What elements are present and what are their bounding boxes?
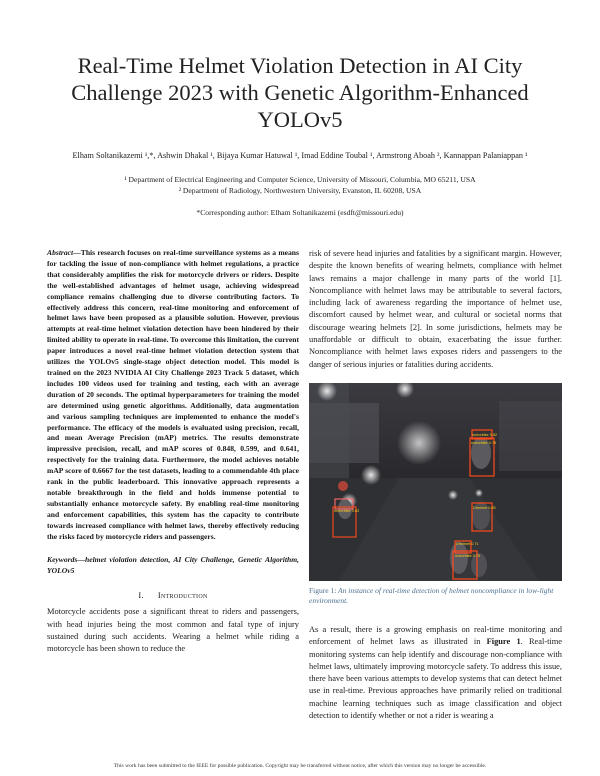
- right-paragraph-1: [309, 248, 562, 371]
- right-paragraph-2-text: [309, 624, 562, 722]
- paragraph-2-part-2: . Real-time monitoring systems can help identify and discourage non-compliance with helmet laws, ultimately improving motorcycle safety. To address this issue, there have been various attempts to develop systems that can detect helmet use in real-time. Previous approaches have primarily relied on traditional machine learning techniques such as image classification and object detection to identify whether or not a rider is wearing a: [309, 637, 562, 721]
- keywords-dash: —: [77, 555, 85, 565]
- section-number: I.: [138, 591, 144, 601]
- right-paragraph-1-text: risk of severe head injuries and fatalities by a significant margin. However, despite the known benefits of wearing helmets, compliance with helmet laws remains a major challenge in many parts of the world [1]. Noncompliance with helmet laws may be attributable to several factors, including lack of awareness regarding the importance of helmet use, discomfort caused by helmet wear, and cultural or societal norms that discourage wearing helmets [2]. In some jurisdictions, helmets may be unaffordable or difficult to obtain, exacerbating the issue further. Noncompliance with helmet laws exposes riders and passengers to the danger of serious injuries or fatalities during accidents.: [309, 249, 562, 369]
- affiliations: [20, 174, 580, 196]
- night-traffic-scene: [309, 383, 562, 581]
- section-heading-introduction: [47, 591, 299, 600]
- detection-label: motorbike 0.78: [471, 440, 497, 445]
- keywords: [47, 555, 299, 577]
- detection-label: motorbike 0.82: [472, 432, 498, 437]
- detection-label: Dhelmet 0.71: [456, 541, 479, 546]
- figure-1-image: [309, 383, 562, 581]
- section-title: Introduction: [157, 591, 208, 601]
- keywords-text: helmet violation detection, AI City Challenge, Genetic Algorithm, YOLOv5: [47, 555, 299, 576]
- figure-1-caption-text: An instance of real-time detection of helmet noncompliance in low-light environment.: [309, 585, 554, 605]
- introduction-text: Motorcycle accidents pose a significant threat to riders and passengers, with head injuries being the most common and fatal type of injury sustained during such accidents. Wearing a helmet while riding a motorcycle has been shown to reduce the: [47, 607, 299, 654]
- affiliation-2: ² Department of Radiology, Northwestern University, Evanston, IL 60208, USA: [178, 186, 422, 195]
- paper-title: Real-Time Helmet Violation Detection in AI City Challenge 2023 with Genetic Algorithm-Enhanced YOLOv5: [71, 53, 529, 132]
- abstract-dash: —: [73, 248, 81, 257]
- left-column: [47, 248, 299, 655]
- figure-1-reference-link[interactable]: Figure 1: [486, 637, 521, 647]
- corresponding-author: *Corresponding author: Elham Soltanikazemi (esdft@missouri.edu): [196, 208, 404, 217]
- figure-1-caption: [309, 586, 562, 606]
- abstract-text: This research focuses on real-time surveillance systems as a means for tackling the issue of non-compliance with helmet regulations, a practice that considerably amplifies the risk for motorcycle drivers or riders. Despite the well-established advantages of helmet usage, achieving widespread compliance remains challenging due to diverse contributing factors. To effectively address this concern, real-time monitoring and enforcement of helmet laws have been proposed as a plausible solution. However, previous attempts at real-time helmet violation detection have been hindered by their limited ability to operate in real-time. To overcome this limitation, the current paper introduces a novel real-time helmet violation detection system that utilizes the YOLOv5 single-stage object detection model. This model is trained on the 2023 NVIDIA AI City Challenge 2023 Track 5 dataset, which includes 100 videos used for training and testing, each with an average duration of 20 seconds. The optimal hyperparameters for training the model are determined using genetic algorithms. Additionally, data augmentation and various sampling techniques are implemented to enhance the model's performance. The efficacy of the models is evaluated using precision, recall, and mean Average Precision (mAP) metrics. The results demonstrate impressive precision, recall, and mAP scores of 0.848, 0.599, and 0.641, respectively for the training data. Furthermore, the model achieves notable mAP score of 0.6667 for the test datasets, leading to a commendable 4th place rank in the public leaderboard. This innovative approach represents a notable breakthrough in the field and holds immense potential to substantially enhance motorcycle safety. By enabling real-time monitoring and enforcement capabilities, this system has the capacity to contribute towards increased compliance with helmet laws, thereby effectively reducing the risks faced by motorcycle riders and passengers.: [47, 248, 299, 541]
- introduction-paragraph: [47, 606, 299, 655]
- detection-label: Dhelmet 0.85: [473, 505, 496, 510]
- detection-label: motorbike 0.83: [334, 508, 360, 513]
- detection-label: motorbike 0.76: [455, 553, 481, 558]
- abstract: [47, 248, 299, 542]
- keywords-label: Keywords: [47, 555, 78, 565]
- paragraph-2-part-1: As a result, there is a growing emphasis on real-time monitoring and enforcement of helmet laws as illustrated in: [309, 624, 562, 647]
- abstract-label: Abstract: [47, 248, 74, 257]
- figure-1-tag: Figure 1:: [309, 585, 337, 595]
- right-paragraph-2: [309, 624, 562, 722]
- right-column: [309, 248, 562, 722]
- author-list: Elham Soltanikazemi ¹,*, Ashwin Dhakal ¹, Bijaya Kumar Hatuwal ¹, Imad Eddine Toubal ¹, Armstrong Aboah ², Kannappan Palaniappan ¹: [72, 151, 528, 160]
- footer-notice: This work has been submitted to the IEEE for possible publication. Copyright may be transferred without notice, after which this version may no longer be accessible.: [113, 763, 487, 769]
- affiliation-1: ¹ Department of Electrical Engineering and Computer Science, University of Missouri, Columbia, MO 65211, USA: [124, 175, 476, 184]
